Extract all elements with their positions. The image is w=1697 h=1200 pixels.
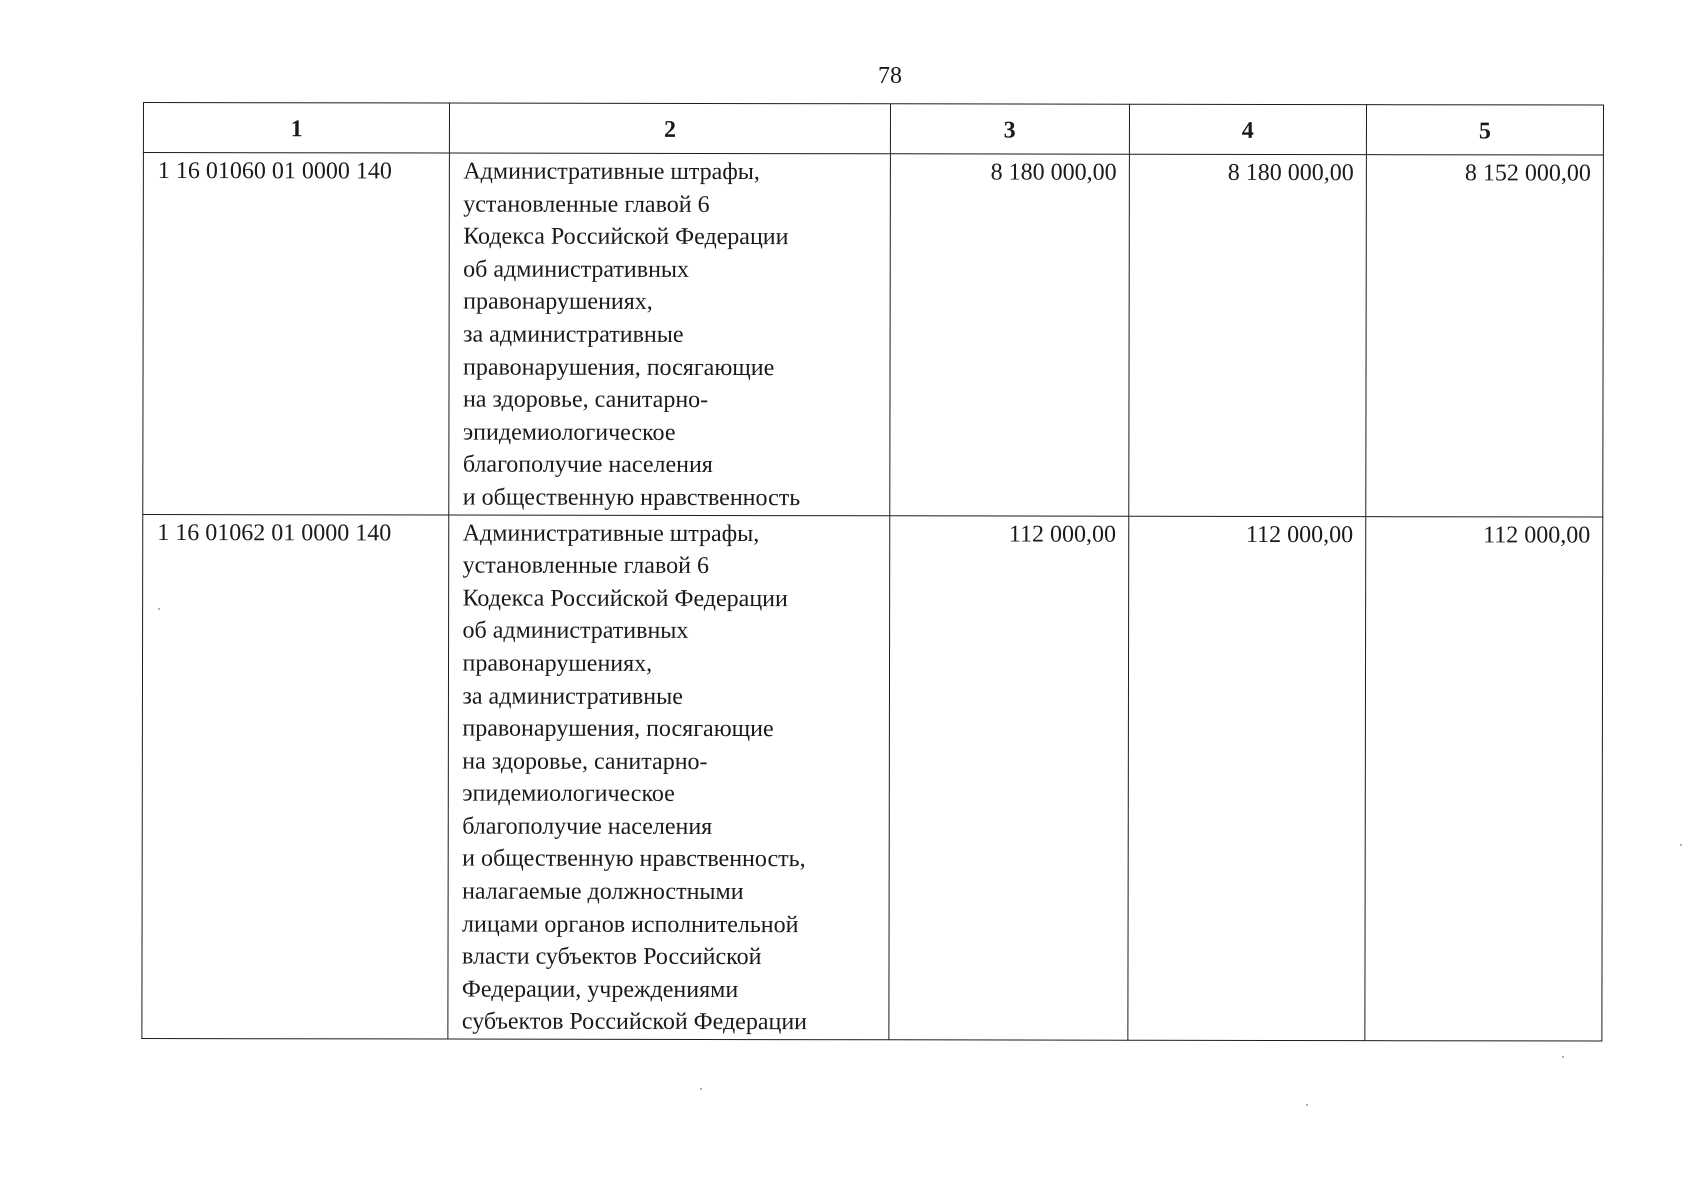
description-line: правонарушениях,: [463, 288, 653, 316]
table-row: [143, 153, 1604, 517]
description-line: на здоровье, санитарно-: [462, 386, 709, 414]
description-line: эпидемиологическое: [462, 419, 676, 446]
description-line: за административные: [463, 321, 684, 348]
description-line: правонарушениях,: [462, 650, 653, 677]
scan-speck: [1562, 1056, 1564, 1058]
amount-col-4: 112 000,00: [1128, 516, 1366, 1041]
amount-col-5: 112 000,00: [1365, 516, 1603, 1041]
description-line: установленные главой 6: [463, 191, 710, 218]
description-line: благополучие населения: [462, 451, 713, 479]
description-line: благополучие населения: [462, 813, 713, 840]
description-line: установленные главой 6: [462, 552, 709, 580]
classification-code: 1 16 01060 01 0000 140: [143, 153, 450, 515]
description-line: Кодекса Российской Федерации: [462, 585, 788, 612]
description-line: Кодекса Российской Федерации: [463, 223, 789, 251]
description-line: Административные штрафы,: [463, 158, 760, 186]
revenue-description: [449, 153, 890, 515]
description-line: власти субъектов Российской: [461, 943, 762, 971]
column-header-3: 3: [890, 104, 1129, 154]
description-line: на здоровье, санитарно-: [462, 748, 708, 775]
amount-col-3: 8 180 000,00: [889, 154, 1129, 516]
description-line: правонарушения, посягающие: [462, 715, 774, 743]
description-line: субъектов Российской Федерации: [461, 1008, 808, 1036]
description-line: Федерации, учреждениями: [461, 976, 739, 1003]
table-row: [142, 514, 1603, 1041]
column-header-1: 1: [143, 103, 450, 154]
scan-speck: [700, 1088, 702, 1090]
revenue-description: [448, 515, 889, 1040]
description-line: и общественную нравственность: [462, 484, 801, 512]
amount-col-4: 8 180 000,00: [1128, 154, 1366, 516]
description-line: правонарушения, посягающие: [462, 354, 775, 381]
description-line: Административные штрафы,: [462, 520, 760, 547]
scan-speck: [1680, 844, 1682, 846]
description-line: и общественную нравственность,: [462, 846, 806, 873]
column-header-5: 5: [1366, 105, 1603, 155]
amount-col-3: 112 000,00: [888, 515, 1128, 1040]
scan-speck: [1306, 1104, 1308, 1106]
description-line: за административные: [462, 683, 683, 710]
classification-code: 1 16 01062 01 0000 140: [142, 514, 449, 1039]
budget-revenue-table: [141, 102, 1604, 1042]
amount-col-5: 8 152 000,00: [1366, 155, 1604, 517]
column-header-4: 4: [1129, 104, 1366, 154]
description-line: об административных: [463, 256, 690, 283]
description-line: налагаемые должностными: [462, 878, 744, 906]
description-line: об административных: [462, 617, 689, 645]
column-header-2: 2: [450, 103, 890, 154]
description-line: лицами органов исполнительной: [462, 911, 799, 938]
scan-speck: [158, 608, 160, 610]
description-line: эпидемиологическое: [462, 780, 675, 808]
page-number: 78: [878, 63, 902, 89]
header-row: [143, 103, 1603, 156]
